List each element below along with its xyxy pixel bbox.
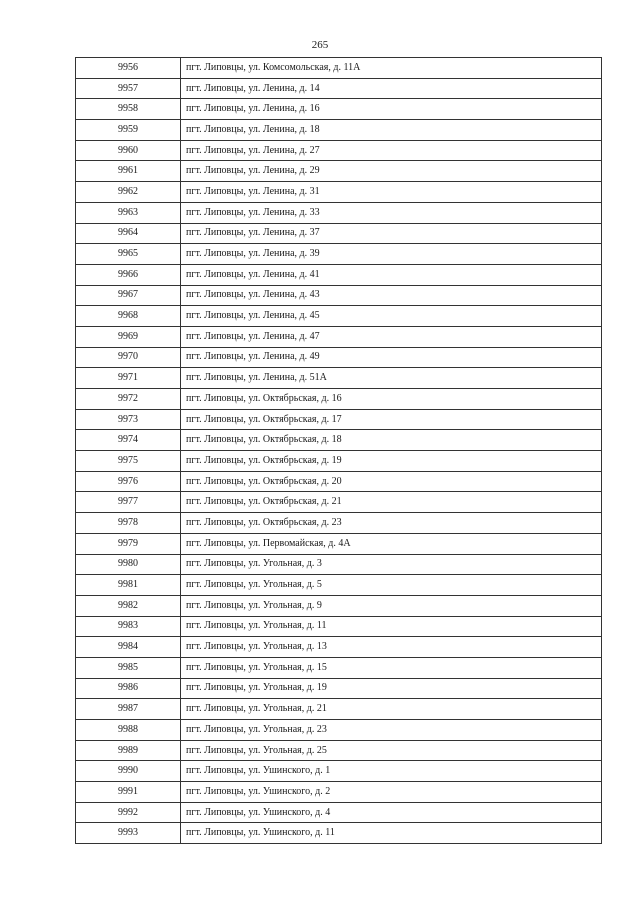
address-cell: пгт. Липовцы, ул. Ушинского, д. 2 (181, 782, 602, 803)
record-number-cell: 9959 (76, 120, 181, 141)
table-row (76, 409, 602, 430)
table-row (76, 389, 602, 410)
address-cell: пгт. Липовцы, ул. Ленина, д. 49 (181, 347, 602, 368)
record-number-cell: 9960 (76, 140, 181, 161)
page-number: 265 (311, 39, 329, 51)
address-cell: пгт. Липовцы, ул. Ленина, д. 27 (181, 140, 602, 161)
table-row (76, 678, 602, 699)
address-cell: пгт. Липовцы, ул. Ушинского, д. 4 (181, 802, 602, 823)
record-number-cell: 9986 (76, 678, 181, 699)
record-number-cell: 9965 (76, 244, 181, 265)
record-number-cell: 9956 (76, 58, 181, 79)
record-number-cell: 9968 (76, 306, 181, 327)
table-row (76, 140, 602, 161)
record-number-cell: 9987 (76, 699, 181, 720)
address-cell: пгт. Липовцы, ул. Октябрьская, д. 18 (181, 430, 602, 451)
address-cell: пгт. Липовцы, ул. Угольная, д. 23 (181, 720, 602, 741)
table-row (76, 802, 602, 823)
table-row (76, 533, 602, 554)
address-cell: пгт. Липовцы, ул. Угольная, д. 25 (181, 740, 602, 761)
address-cell: пгт. Липовцы, ул. Угольная, д. 3 (181, 554, 602, 575)
table-row (76, 554, 602, 575)
address-cell: пгт. Липовцы, ул. Ленина, д. 47 (181, 326, 602, 347)
record-number-cell: 9978 (76, 513, 181, 534)
address-cell: пгт. Липовцы, ул. Октябрьская, д. 17 (181, 409, 602, 430)
record-number-cell: 9990 (76, 761, 181, 782)
table-row (76, 120, 602, 141)
record-number-cell: 9979 (76, 533, 181, 554)
record-number-cell: 9958 (76, 99, 181, 120)
table-row (76, 202, 602, 223)
record-number-cell: 9993 (76, 823, 181, 844)
address-cell: пгт. Липовцы, ул. Угольная, д. 9 (181, 595, 602, 616)
table-row (76, 699, 602, 720)
table-row (76, 761, 602, 782)
table-row (76, 368, 602, 389)
table-row (76, 58, 602, 79)
address-cell: пгт. Липовцы, ул. Ушинского, д. 11 (181, 823, 602, 844)
table-row (76, 161, 602, 182)
record-number-cell: 9983 (76, 616, 181, 637)
record-number-cell: 9967 (76, 285, 181, 306)
table-row (76, 285, 602, 306)
table-row (76, 637, 602, 658)
address-cell: пгт. Липовцы, ул. Ленина, д. 14 (181, 78, 602, 99)
record-number-cell: 9962 (76, 182, 181, 203)
address-cell: пгт. Липовцы, ул. Комсомольская, д. 11А (181, 58, 602, 79)
address-cell: пгт. Липовцы, ул. Ленина, д. 18 (181, 120, 602, 141)
record-number-cell: 9985 (76, 657, 181, 678)
record-number-cell: 9966 (76, 264, 181, 285)
record-number-cell: 9992 (76, 802, 181, 823)
table-row (76, 264, 602, 285)
address-cell: пгт. Липовцы, ул. Ленина, д. 16 (181, 99, 602, 120)
address-cell: пгт. Липовцы, ул. Угольная, д. 15 (181, 657, 602, 678)
address-table-body (76, 58, 602, 844)
address-cell: пгт. Липовцы, ул. Октябрьская, д. 21 (181, 492, 602, 513)
table-row (76, 657, 602, 678)
record-number-cell: 9973 (76, 409, 181, 430)
table-row (76, 326, 602, 347)
record-number-cell: 9964 (76, 223, 181, 244)
record-number-cell: 9982 (76, 595, 181, 616)
table-row (76, 782, 602, 803)
record-number-cell: 9991 (76, 782, 181, 803)
address-cell: пгт. Липовцы, ул. Ушинского, д. 1 (181, 761, 602, 782)
record-number-cell: 9975 (76, 451, 181, 472)
record-number-cell: 9981 (76, 575, 181, 596)
address-cell: пгт. Липовцы, ул. Ленина, д. 45 (181, 306, 602, 327)
table-row (76, 513, 602, 534)
address-cell: пгт. Липовцы, ул. Ленина, д. 37 (181, 223, 602, 244)
address-cell: пгт. Липовцы, ул. Ленина, д. 39 (181, 244, 602, 265)
table-row (76, 740, 602, 761)
record-number-cell: 9957 (76, 78, 181, 99)
record-number-cell: 9984 (76, 637, 181, 658)
table-row (76, 471, 602, 492)
table-row (76, 823, 602, 844)
record-number-cell: 9977 (76, 492, 181, 513)
address-cell: пгт. Липовцы, ул. Угольная, д. 5 (181, 575, 602, 596)
address-cell: пгт. Липовцы, ул. Угольная, д. 13 (181, 637, 602, 658)
table-row (76, 306, 602, 327)
address-table (75, 57, 602, 844)
record-number-cell: 9988 (76, 720, 181, 741)
table-row (76, 430, 602, 451)
address-cell: пгт. Липовцы, ул. Ленина, д. 41 (181, 264, 602, 285)
table-row (76, 720, 602, 741)
address-cell: пгт. Липовцы, ул. Ленина, д. 43 (181, 285, 602, 306)
address-cell: пгт. Липовцы, ул. Октябрьская, д. 23 (181, 513, 602, 534)
record-number-cell: 9976 (76, 471, 181, 492)
address-cell: пгт. Липовцы, ул. Октябрьская, д. 16 (181, 389, 602, 410)
record-number-cell: 9989 (76, 740, 181, 761)
record-number-cell: 9963 (76, 202, 181, 223)
address-cell: пгт. Липовцы, ул. Ленина, д. 33 (181, 202, 602, 223)
address-cell: пгт. Липовцы, ул. Угольная, д. 11 (181, 616, 602, 637)
table-row (76, 244, 602, 265)
address-cell: пгт. Липовцы, ул. Октябрьская, д. 20 (181, 471, 602, 492)
address-cell: пгт. Липовцы, ул. Октябрьская, д. 19 (181, 451, 602, 472)
record-number-cell: 9969 (76, 326, 181, 347)
table-row (76, 223, 602, 244)
table-row (76, 347, 602, 368)
table-row (76, 78, 602, 99)
address-cell: пгт. Липовцы, ул. Ленина, д. 51А (181, 368, 602, 389)
address-cell: пгт. Липовцы, ул. Ленина, д. 31 (181, 182, 602, 203)
record-number-cell: 9974 (76, 430, 181, 451)
record-number-cell: 9972 (76, 389, 181, 410)
record-number-cell: 9970 (76, 347, 181, 368)
address-cell: пгт. Липовцы, ул. Угольная, д. 21 (181, 699, 602, 720)
record-number-cell: 9961 (76, 161, 181, 182)
table-row (76, 595, 602, 616)
record-number-cell: 9980 (76, 554, 181, 575)
address-cell: пгт. Липовцы, ул. Первомайская, д. 4А (181, 533, 602, 554)
table-row (76, 616, 602, 637)
table-row (76, 492, 602, 513)
table-row (76, 451, 602, 472)
table-row (76, 182, 602, 203)
table-row (76, 99, 602, 120)
record-number-cell: 9971 (76, 368, 181, 389)
address-cell: пгт. Липовцы, ул. Угольная, д. 19 (181, 678, 602, 699)
table-row (76, 575, 602, 596)
address-cell: пгт. Липовцы, ул. Ленина, д. 29 (181, 161, 602, 182)
